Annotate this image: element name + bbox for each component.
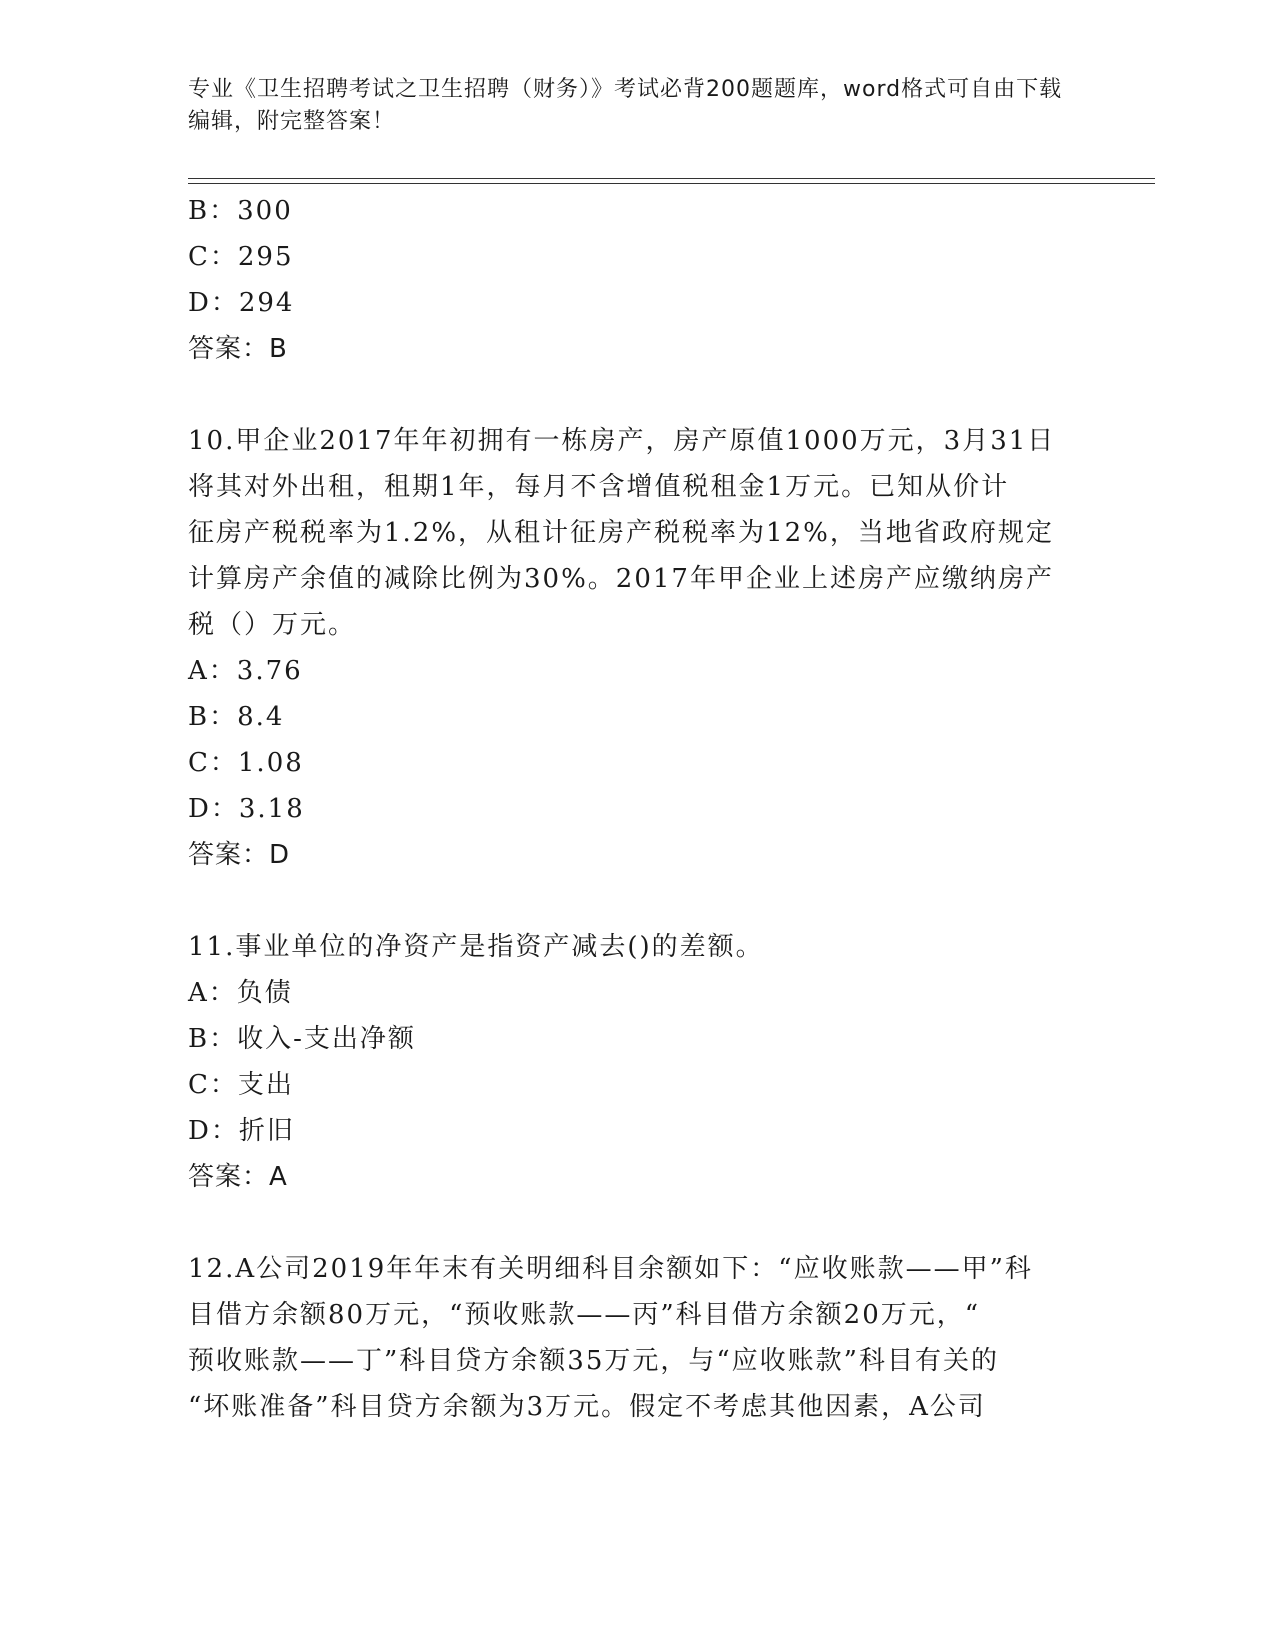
option-b: B：8.4	[188, 702, 285, 732]
spacer	[188, 1200, 1078, 1246]
question-stem-line: 12.A公司2019年年末有关明细科目余额如下：“应收账款——甲”科	[188, 1254, 1033, 1284]
answer: 答案：B	[188, 334, 288, 364]
header-divider-top	[188, 178, 1155, 179]
question-stem-line: 11.事业单位的净资产是指资产减去()的差额。	[188, 932, 764, 962]
question-stem-line: 将其对外出租，租期1年，每月不含增值税租金1万元。已知从价计	[188, 472, 1010, 502]
option-d: D：294	[188, 288, 295, 318]
page-header: 专业《卫生招聘考试之卫生招聘（财务）》考试必背200题题库，word格式可自由下载编辑，附完整答案！	[188, 77, 1063, 134]
option-c: C：1.08	[188, 748, 304, 778]
option-d: D：3.18	[188, 794, 305, 824]
option-c: C：支出	[188, 1070, 294, 1100]
question-11	[188, 924, 1078, 1200]
question-stem-line: 目借方余额80万元，“预收账款——丙”科目借方余额20万元，“	[188, 1300, 981, 1330]
question-stem-line: “坏账准备”科目贷方余额为3万元。假定不考虑其他因素，A公司	[188, 1392, 986, 1422]
header-divider-bottom	[188, 183, 1155, 184]
spacer	[188, 372, 1078, 418]
answer: 答案：D	[188, 840, 291, 870]
question-12	[188, 1246, 1078, 1430]
question-list	[188, 188, 1078, 1430]
question-9-continuation	[188, 188, 1078, 372]
question-10	[188, 418, 1078, 878]
question-stem-line: 计算房产余值的减除比例为30%。2017年甲企业上述房产应缴纳房产	[188, 564, 1054, 594]
option-b: B：300	[188, 196, 293, 226]
option-a: A：负债	[188, 978, 293, 1008]
question-stem-line: 征房产税税率为1.2%，从租计征房产税税率为12%，当地省政府规定	[188, 518, 1054, 548]
option-a: A：3.76	[188, 656, 303, 686]
question-stem-line: 预收账款——丁”科目贷方余额35万元，与“应收账款”科目有关的	[188, 1346, 999, 1376]
question-stem-line: 税（）万元。	[188, 610, 357, 640]
option-d: D：折旧	[188, 1116, 295, 1146]
option-b: B：收入-支出净额	[188, 1024, 416, 1054]
option-c: C：295	[188, 242, 294, 272]
question-stem-line: 10.甲企业2017年年初拥有一栋房产，房产原值1000万元，3月31日	[188, 426, 1056, 456]
spacer	[188, 878, 1078, 924]
answer: 答案：A	[188, 1162, 288, 1192]
